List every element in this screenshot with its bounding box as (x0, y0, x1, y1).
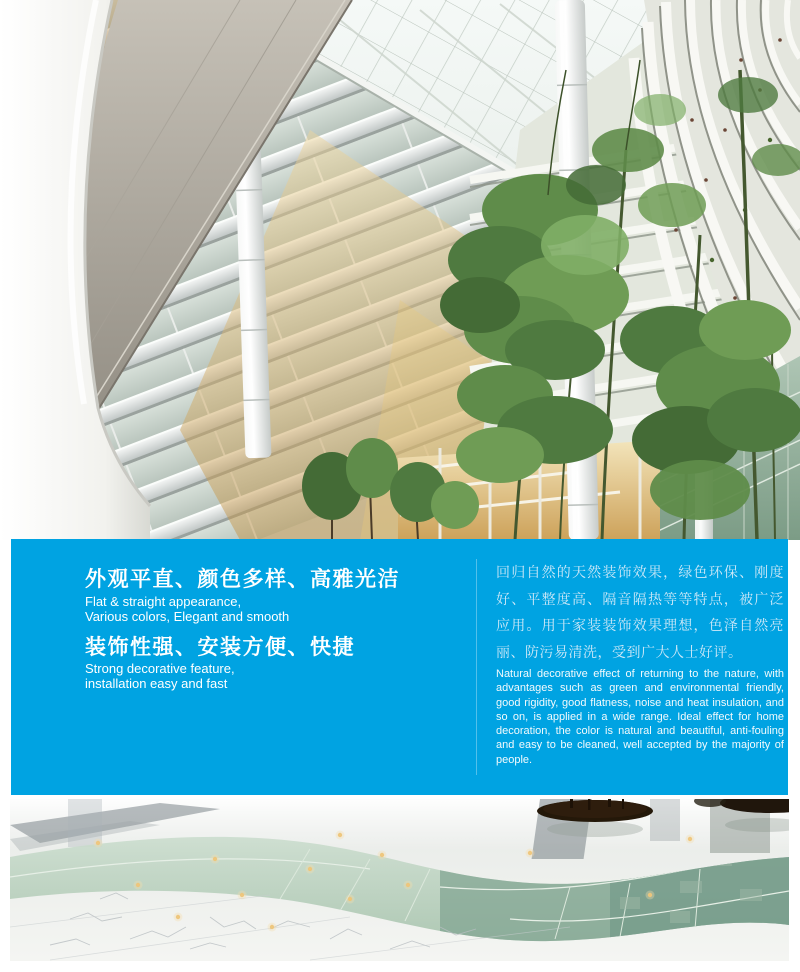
feature-heading-zh-1: 外观平直、颜色多样、高雅光洁 (85, 568, 400, 591)
column-divider (476, 559, 477, 775)
marble-floor-photo (10, 799, 789, 961)
feature-subheading-en-2-line-2: installation easy and fast (85, 675, 228, 691)
description-zh: 回归自然的天然装饰效果，绿色环保、刚度好、平整度高、隔音隔热等等特点，被广泛应用。用于家装装饰效果理想，色泽自然亮丽、防污易清洗，受到广大人士好评。 (496, 564, 784, 660)
feature-subheading-en-1 (85, 595, 289, 624)
feature-subheading-en-1-line-2: Various colors, Elegant and smooth (85, 608, 290, 624)
feature-banner (11, 539, 788, 795)
feature-heading-zh-2: 装饰性强、安装方便、快捷 (85, 636, 355, 659)
marble-floor-illustration (10, 799, 789, 961)
feature-subheading-en-2-line-1: Strong decorative feature, (85, 661, 235, 676)
feature-subheading-en-2 (85, 662, 235, 691)
description-en: Natural decorative effect of returning to the nature, with advantages such as green and environmental friendly, good rigidity, good flatness, noise and heat insulation, and so on, is applied in a wide range. Ideal effect for home decoration, the color is natural and beautiful, anti-fouling and easy to be cleaned, well accepted by the majority of people. (496, 668, 784, 766)
feature-subheading-en-1-line-1: Flat & straight appearance, (85, 594, 242, 609)
